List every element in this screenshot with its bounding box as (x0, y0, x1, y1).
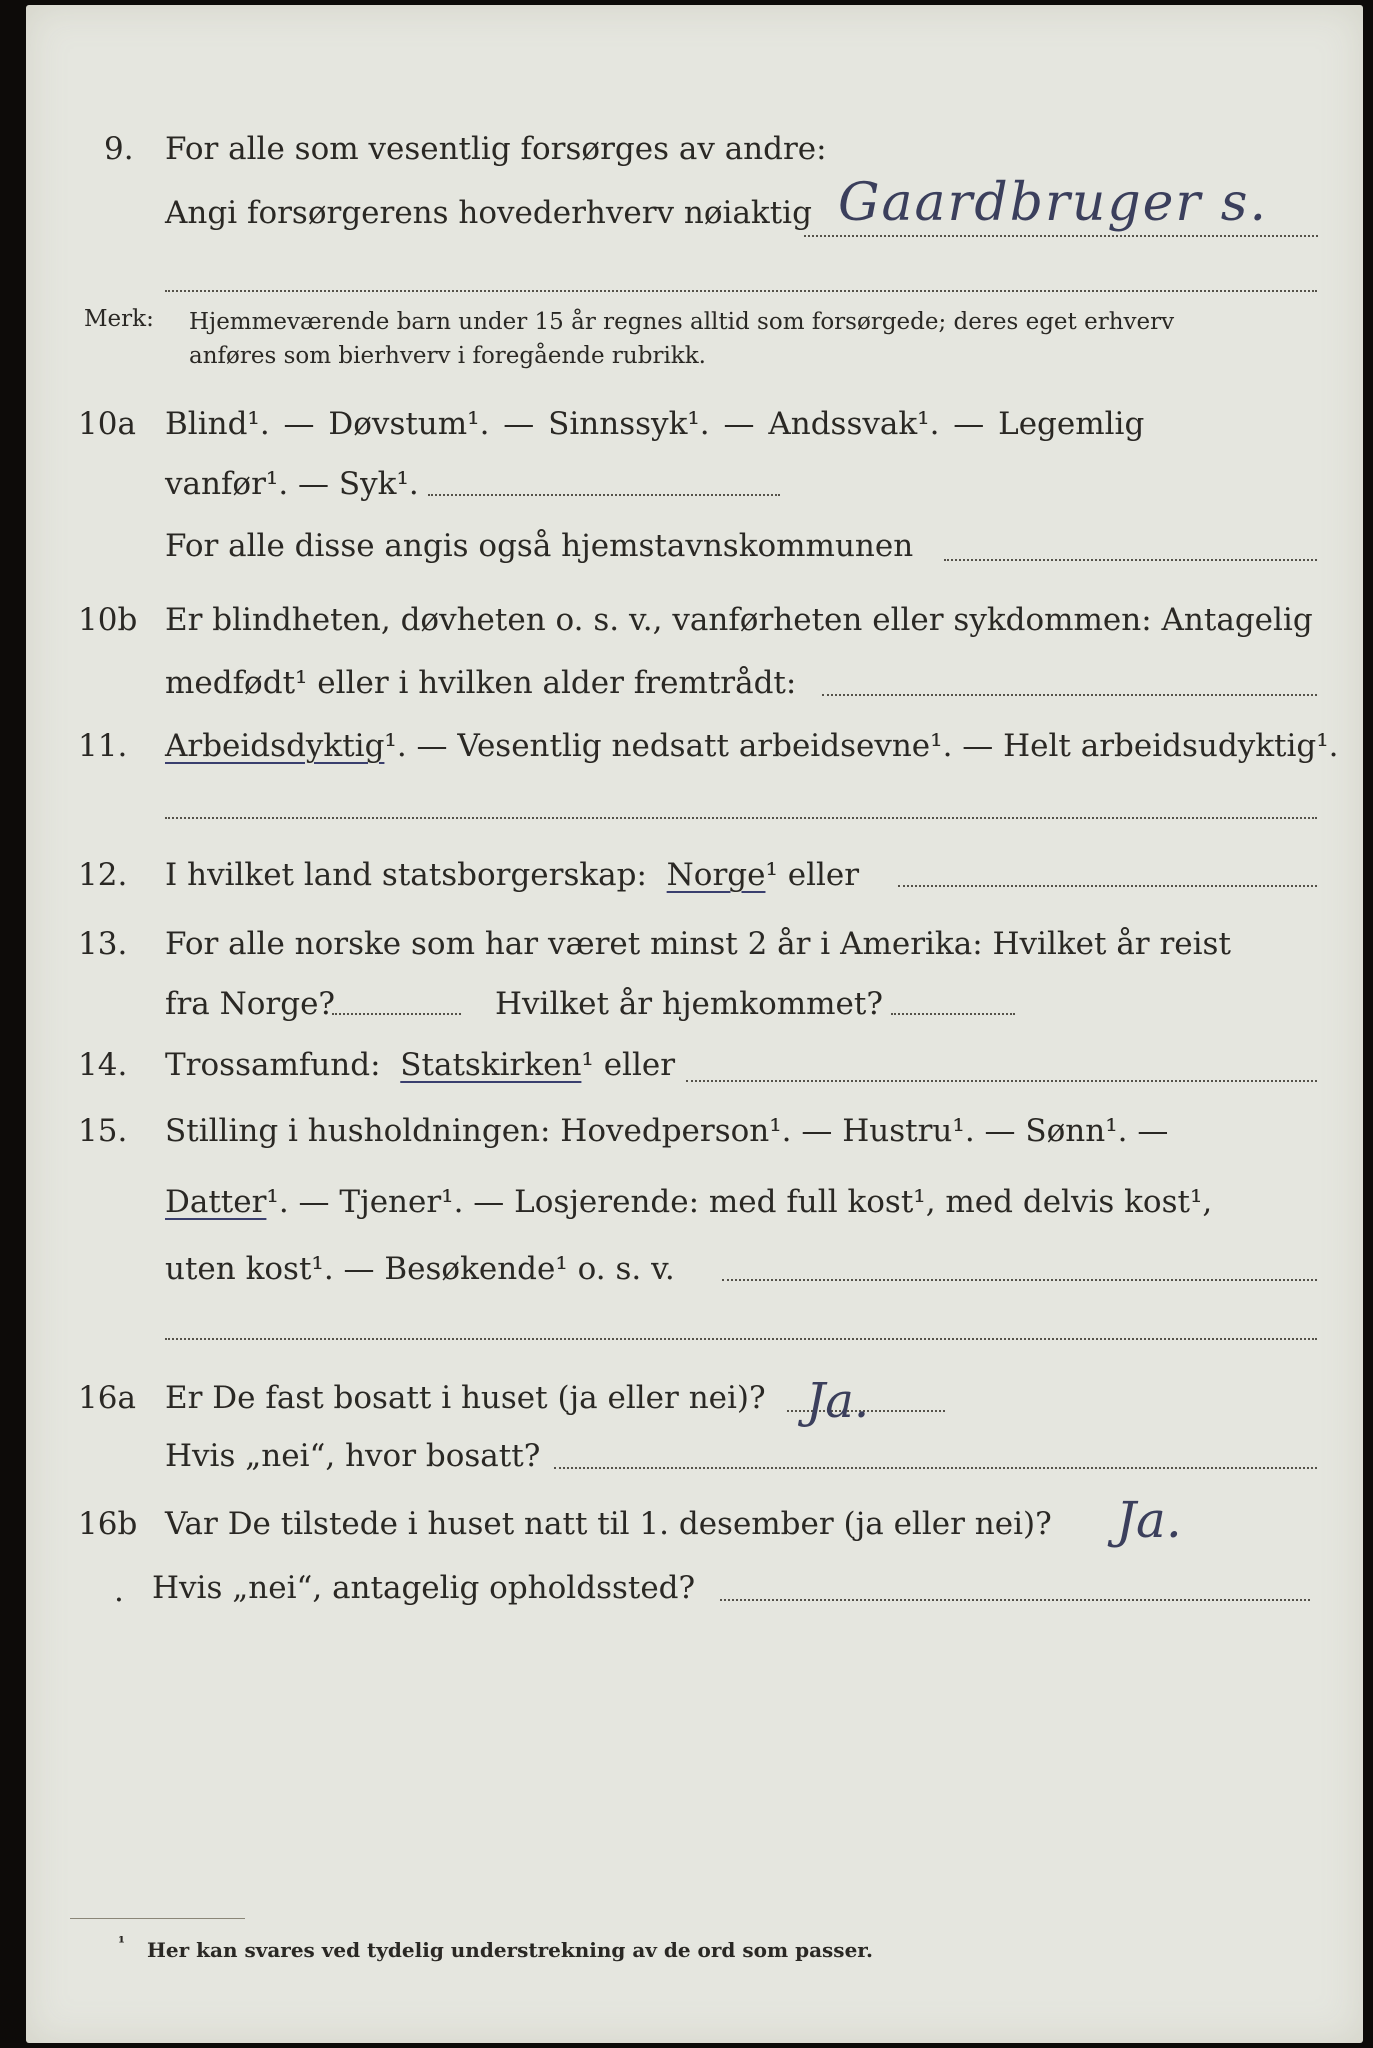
q13-return-label: Hvilket år hjemkommet? (495, 986, 883, 1022)
q15-answer-line (722, 1279, 1317, 1281)
q12-number: 12. (78, 857, 128, 893)
q10a-options-line1: Blind¹. — Døvstum¹. — Sinnssyk¹. — Andssvak¹. — Legemlig (165, 406, 1145, 442)
q16a-number: 16a (78, 1380, 136, 1416)
q13-number: 13. (78, 926, 128, 962)
q16b-whereabouts-line (720, 1599, 1310, 1601)
q12-option-norge-underlined: Norge (666, 857, 766, 893)
q14-number: 14. (78, 1047, 128, 1083)
q14-option-statskirken-underlined: Statskirken (400, 1047, 582, 1083)
q16a-question-line2: Hvis „nei“, hvor bosatt? (165, 1438, 541, 1474)
q10b-question-line1: Er blindheten, døvheten o. s. v., vanførheten eller sykdommen: Antagelig (165, 602, 1313, 638)
q10b-number: 10b (78, 602, 138, 638)
q9-number: 9. (104, 131, 134, 167)
q15-question-line1: Stilling i husholdningen: Hovedperson¹. — Hustru¹. — Sønn¹. — (165, 1113, 1169, 1149)
q14-question (165, 1047, 676, 1083)
q11-extra-line (165, 817, 1317, 819)
q16b-number: 16b (78, 1506, 138, 1542)
q15-option-datter-underlined: Datter (165, 1184, 267, 1220)
q10a-answer-line (428, 494, 780, 496)
q16b-question-line2: Hvis „nei“, antagelig opholdssted? (152, 1570, 696, 1606)
q14-prefix: Trossamfund: (165, 1047, 381, 1083)
census-form-page (26, 5, 1363, 2043)
q13-departure-year-line (332, 1013, 461, 1015)
q10b-answer-line (822, 694, 1317, 696)
q12-answer-line (898, 885, 1317, 887)
q16b-question-line1: Var De tilstede i huset natt til 1. desember (ja eller nei)? (165, 1506, 1052, 1542)
q14-answer-line (686, 1080, 1317, 1082)
q16a-residence-line (554, 1467, 1317, 1469)
q15-extra-line (165, 1338, 1317, 1340)
q15-line2-rest: ¹. — Tjener¹. — Losjerende: med full kost¹, med delvis kost¹, (266, 1184, 1213, 1220)
q14-suffix: ¹ eller (581, 1047, 676, 1083)
q10a-municipality-line (944, 559, 1317, 561)
q9-extra-line (165, 290, 1317, 292)
q9-question-line1: For alle som vesentlig forsørges av andre: (165, 131, 827, 167)
q16a-handwritten-answer: Ja. (806, 1373, 870, 1429)
merk-label: Merk: (84, 306, 154, 332)
footnote-rule (70, 1918, 245, 1919)
q12-question (165, 857, 860, 893)
q9-handwritten-answer: Gaardbruger s. (838, 173, 1268, 233)
q10b-question-line2: medfødt¹ eller i hvilken alder fremtrådt: (165, 665, 797, 701)
q16b-handwritten-answer: Ja. (1116, 1491, 1182, 1549)
q16a-question-line1: Er De fast bosatt i huset (ja eller nei)? (165, 1380, 766, 1416)
q9-question-line2: Angi forsørgerens hovederhverv nøiaktig (165, 195, 812, 231)
q13-departure-label: fra Norge? (165, 986, 336, 1022)
q15-question-line3: uten kost¹. — Besøkende¹ o. s. v. (165, 1251, 675, 1287)
q13-question-line1: For alle norske som har været minst 2 år i Amerika: Hvilket år reist (165, 926, 1231, 962)
q12-suffix: ¹ eller (765, 857, 860, 893)
q15-number: 15. (78, 1113, 128, 1149)
q11-options (165, 728, 1339, 764)
q15-question-line2 (165, 1184, 1213, 1220)
q11-options-rest: ¹. — Vesentlig nedsatt arbeidsevne¹. — Helt arbeidsudyktig¹. (384, 728, 1339, 764)
q9-answer-line (804, 235, 1318, 237)
footnote-marker: ¹ (118, 1933, 126, 1952)
q16b-bullet: . (114, 1573, 124, 1609)
q11-option-arbeidsdyktig-underlined: Arbeidsdyktig (165, 728, 385, 764)
q13-return-year-line (891, 1013, 1015, 1015)
footnote-text: Her kan svares ved tydelig understrekning av de ord som passer. (147, 1938, 873, 1962)
q11-number: 11. (78, 728, 128, 764)
q12-prefix: I hvilket land statsborgerskap: (165, 857, 647, 893)
merk-text-line2: anføres som bierhverv i foregående rubrikk. (189, 343, 706, 369)
q10a-home-municipality-text: For alle disse angis også hjemstavnskommunen (165, 528, 914, 564)
merk-text-line1: Hjemmeværende barn under 15 år regnes alltid som forsørgede; deres eget erhverv (189, 309, 1175, 335)
q10a-options-line2: vanfør¹. — Syk¹. (165, 466, 419, 502)
q10a-number: 10a (78, 406, 136, 442)
